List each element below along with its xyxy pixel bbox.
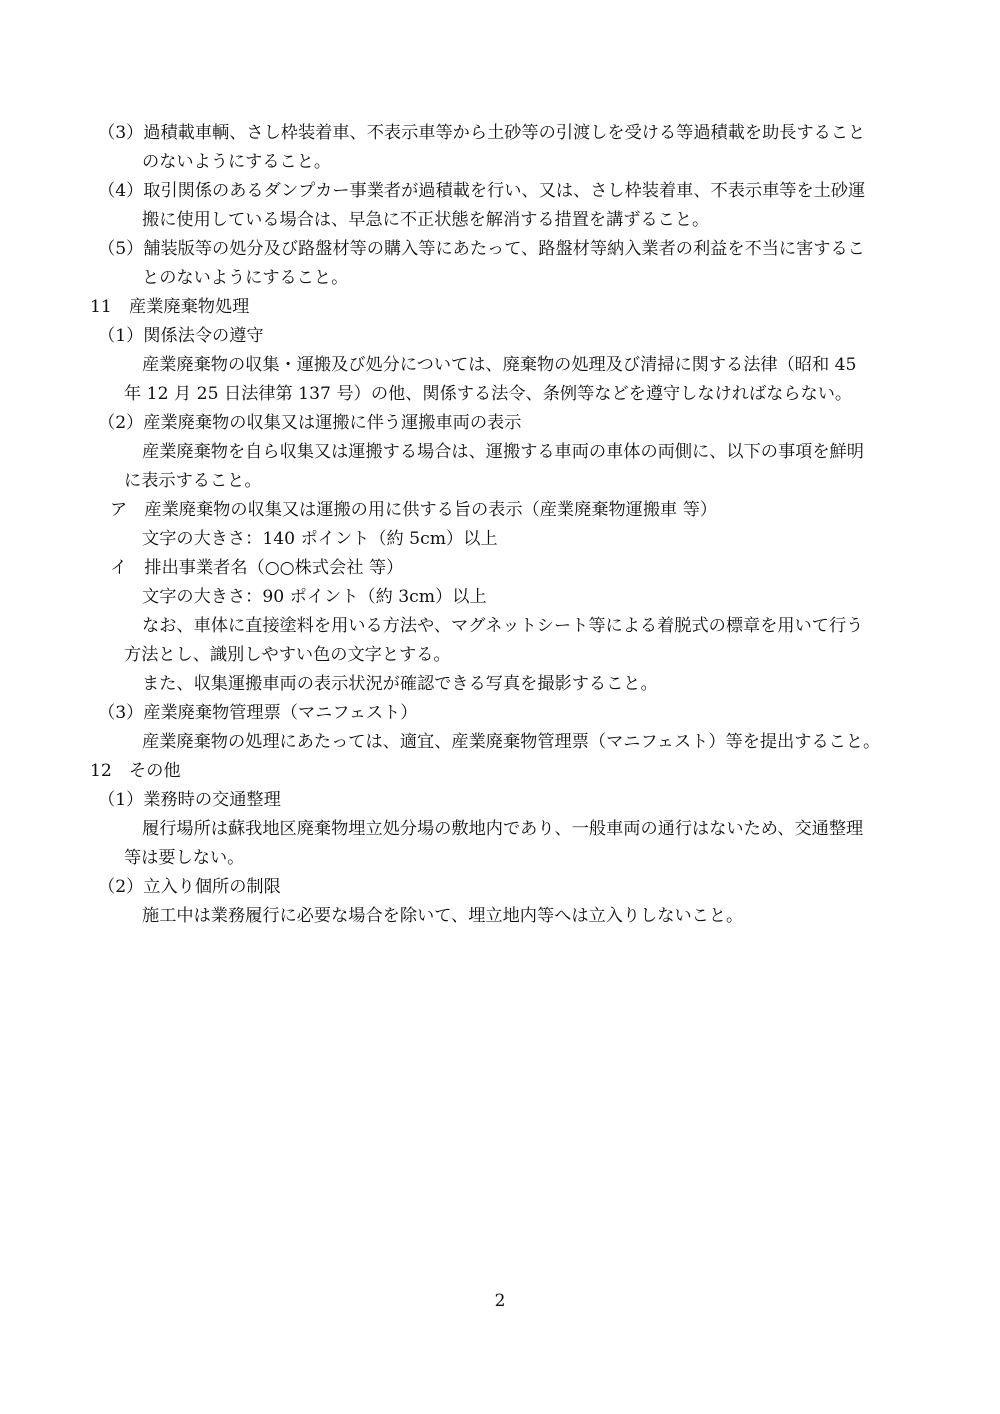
text-line: （5）舗装版等の処分及び路盤材等の購入等にあたって、路盤材等納入業者の利益を不当に害するこ xyxy=(98,239,865,259)
text-line: また、収集運搬車両の表示状況が確認できる写真を撮影すること。 xyxy=(142,674,658,694)
text-line: （2）産業廃棄物の収集又は運搬に伴う運搬車両の表示 xyxy=(98,413,522,433)
text-line: （1）業務時の交通整理 xyxy=(98,790,281,810)
text-line: （3）産業廃棄物管理票（マニフェスト） xyxy=(98,703,418,723)
text-line: 産業廃棄物を自ら収集又は運搬する場合は、運搬する車両の車体の両側に、以下の事項を鮮明 xyxy=(142,442,864,462)
text-line: に表示すること。 xyxy=(124,471,262,491)
text-line: なお、車体に直接塗料を用いる方法や、マグネットシート等による着脱式の標章を用いて行う xyxy=(142,616,864,636)
text-line: 履行場所は蘇我地区廃棄物埋立処分場の敷地内であり、一般車両の通行はないため、交通整理 xyxy=(142,819,864,839)
text-line: （1）関係法令の遵守 xyxy=(98,326,264,346)
text-line: 施工中は業務履行に必要な場合を除いて、埋立地内等へは立入りしないこと。 xyxy=(142,906,744,926)
text-line: 11 産業廃棄物処理 xyxy=(90,297,250,317)
text-line: のないようにすること。 xyxy=(142,152,332,172)
text-line: 年 12 月 25 日法律第 137 号）の他、関係する法令、条例等などを遵守しなければならない。 xyxy=(124,384,853,404)
page-number: 2 xyxy=(494,1291,506,1311)
text-line: とのないようにすること。 xyxy=(142,268,349,288)
text-line: 搬に使用している場合は、早急に不正状態を解消する措置を講ずること。 xyxy=(142,210,710,230)
text-line: 文字の大きさ：140 ポイント（約 5cm）以上 xyxy=(142,529,498,549)
text-line: 産業廃棄物の処理にあたっては、適宜、産業廃棄物管理票（マニフェスト）等を提出すること。 xyxy=(142,732,881,752)
text-line: 12 その他 xyxy=(90,761,181,781)
text-line: ア 産業廃棄物の収集又は運搬の用に供する旨の表示（産業廃棄物運搬車 等） xyxy=(110,500,718,520)
text-line: （3）過積載車輌、さし枠装着車、不表示車等から土砂等の引渡しを受ける等過積載を助長すること xyxy=(98,123,866,143)
text-line: （2）立入り個所の制限 xyxy=(98,877,281,897)
text-line: （4）取引関係のあるダンプカー事業者が過積載を行い、又は、さし枠装着車、不表示車等を土砂運 xyxy=(98,181,866,201)
text-line: イ 排出事業者名（○○株式会社 等） xyxy=(110,558,404,578)
text-line: 方法とし、識別しやすい色の文字とする。 xyxy=(124,645,451,665)
text-line: 等は要しない。 xyxy=(124,848,245,868)
text-line: 産業廃棄物の収集・運搬及び処分については、廃棄物の処理及び清掃に関する法律（昭和 45 xyxy=(142,355,857,375)
text-line: 文字の大きさ：90 ポイント（約 3cm）以上 xyxy=(142,587,487,607)
